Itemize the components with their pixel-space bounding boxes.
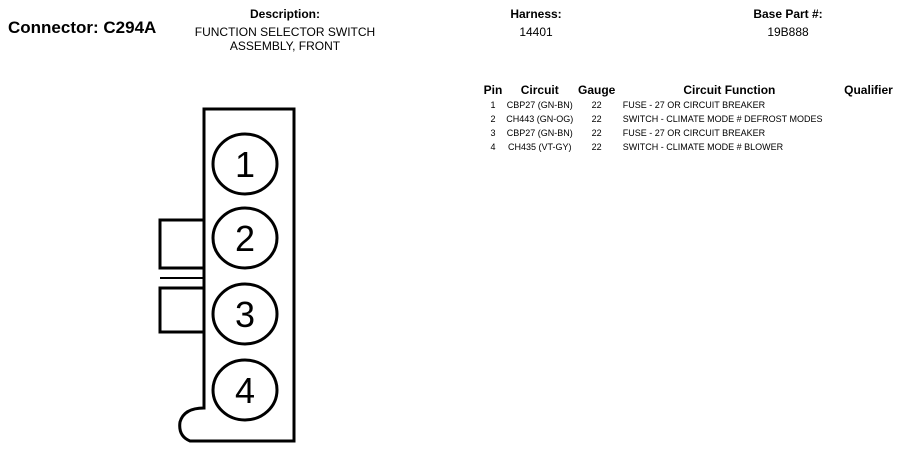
circuit-cell: CBP27 (GN-BN): [506, 128, 573, 138]
connector-id: C294A: [103, 18, 157, 37]
circuit-cell: CH443 (GN-OG): [506, 114, 574, 124]
pin-label-1: 1: [234, 144, 256, 185]
pin-table: [480, 82, 901, 154]
circuit-cell: CBP27 (GN-BN): [506, 100, 573, 110]
harness-header: Harness:: [510, 7, 562, 21]
pin-column-header: Pin: [483, 83, 503, 97]
connector-label: Connector:: [8, 18, 99, 37]
circuit-column-header: Circuit: [520, 83, 559, 97]
circuit-cell: CH435 (VT-GY): [507, 142, 572, 152]
pin-label-2: 2: [234, 218, 256, 259]
table-row: [480, 126, 901, 140]
qualifier-column-header: Qualifier: [844, 83, 893, 97]
base-part-header: Base Part #:: [753, 7, 823, 21]
function-cell: FUSE - 27 OR CIRCUIT BREAKER: [622, 100, 766, 110]
pin-cell: 3: [490, 128, 496, 138]
function-column-header: Circuit Function: [683, 83, 776, 97]
description-line: ASSEMBLY, FRONT: [229, 39, 341, 53]
pin-label-4: 4: [234, 370, 256, 411]
gauge-cell: 22: [591, 100, 602, 110]
description-line: FUNCTION SELECTOR SWITCH: [194, 25, 376, 39]
qualifier-cell: [836, 140, 901, 154]
gauge-column-header: Gauge: [578, 83, 616, 97]
pin-label-3: 3: [234, 294, 256, 335]
gauge-cell: 22: [591, 114, 602, 124]
qualifier-cell: [836, 98, 901, 112]
function-cell: SWITCH - CLIMATE MODE # BLOWER: [622, 142, 784, 152]
base-part-value: 19B888: [767, 25, 809, 39]
harness-value: 14401: [519, 25, 553, 39]
table-row: [480, 112, 901, 126]
pin-table-header-row: [480, 82, 901, 98]
function-cell: SWITCH - CLIMATE MODE # DEFROST MODES: [622, 114, 823, 124]
description-header: Description:: [249, 7, 320, 21]
gauge-cell: 22: [591, 128, 602, 138]
connector-latch-lower: [160, 288, 204, 332]
connector-latch-upper: [160, 220, 204, 268]
pin-cell: 1: [490, 100, 496, 110]
qualifier-cell: [836, 112, 901, 126]
connector-title: [8, 18, 156, 38]
qualifier-cell: [836, 126, 901, 140]
table-row: [480, 140, 901, 154]
gauge-cell: 22: [591, 142, 602, 152]
pin-cell: 2: [490, 114, 496, 124]
description-value: [170, 25, 400, 53]
table-row: [480, 98, 901, 112]
connector-face-diagram: [150, 104, 310, 449]
pin-cell: 4: [490, 142, 496, 152]
function-cell: FUSE - 27 OR CIRCUIT BREAKER: [622, 128, 766, 138]
